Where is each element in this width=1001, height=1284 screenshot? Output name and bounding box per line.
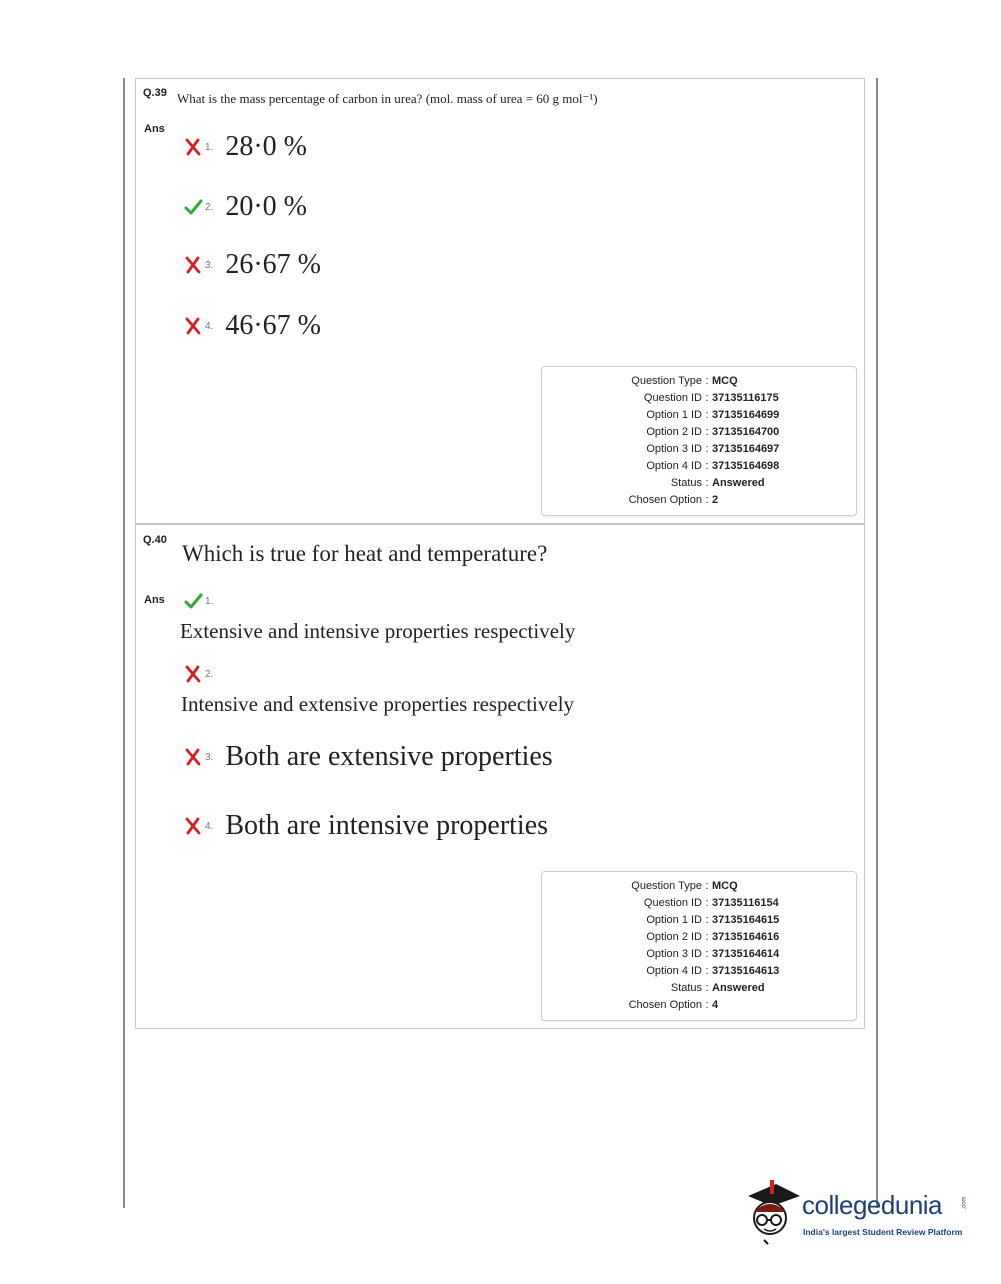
meta-separator: :	[705, 931, 709, 943]
option-number: 3.	[205, 751, 214, 763]
meta-separator: :	[705, 392, 709, 404]
meta-value: 37135116175	[712, 392, 779, 404]
cross-icon	[183, 747, 203, 767]
option-4	[183, 310, 321, 342]
meta-separator: :	[705, 914, 709, 926]
meta-separator: :	[705, 426, 709, 438]
meta-separator: :	[705, 477, 709, 489]
option-text: Intensive and extensive properties respectively	[181, 692, 575, 716]
meta-value: MCQ	[712, 880, 738, 892]
option-3	[183, 249, 321, 281]
option-number: 1.	[205, 141, 214, 153]
option-3	[183, 741, 553, 773]
answer-label: Ans	[144, 594, 165, 606]
meta-key: Question Type	[631, 880, 702, 892]
meta-row	[542, 492, 856, 509]
option-text: 20·0 %	[225, 191, 307, 222]
option-number: 3.	[205, 259, 214, 271]
meta-row	[542, 441, 856, 458]
cross-icon	[183, 316, 203, 336]
meta-value: 37135164698	[712, 460, 780, 472]
option-number: 1.	[205, 595, 214, 607]
meta-separator: :	[705, 982, 709, 994]
meta-separator: :	[705, 443, 709, 455]
option-text: 46·67 %	[225, 310, 321, 341]
meta-separator: :	[705, 460, 709, 472]
question-card-39	[135, 78, 865, 524]
meta-key: Option 2 ID	[646, 931, 702, 943]
meta-key: Option 1 ID	[646, 409, 702, 421]
meta-row	[542, 912, 856, 929]
meta-value: 37135164697	[712, 443, 780, 455]
option-number: 4.	[205, 820, 214, 832]
cross-icon	[183, 664, 203, 684]
meta-row	[542, 895, 856, 912]
meta-row	[542, 997, 856, 1014]
meta-value: 37135164699	[712, 409, 780, 421]
check-icon	[183, 591, 203, 611]
question-card-40	[135, 524, 865, 1029]
option-text: Extensive and intensive properties respectively	[180, 619, 576, 643]
logo-tagline: India's largest Student Review Platform	[803, 1227, 963, 1237]
meta-row	[542, 963, 856, 980]
meta-key: Question ID	[643, 392, 702, 404]
option-text: 26·67 %	[225, 249, 321, 280]
meta-key: Option 4 ID	[646, 965, 702, 977]
meta-separator: :	[705, 965, 709, 977]
meta-key: Question Type	[631, 375, 702, 387]
meta-value: 37135164615	[712, 914, 780, 926]
meta-row	[542, 458, 856, 475]
page-left-border	[123, 78, 125, 1208]
option-2	[183, 664, 574, 717]
page-right-border	[876, 78, 878, 1208]
question-number: Q.40	[143, 534, 167, 546]
meta-value: 4	[712, 999, 719, 1011]
meta-row	[542, 929, 856, 946]
meta-value: 2	[712, 494, 719, 506]
meta-separator: :	[705, 494, 709, 506]
option-text: Both are intensive properties	[225, 810, 549, 841]
question-text: Which is true for heat and temperature?	[182, 541, 548, 566]
option-1	[183, 131, 307, 163]
answer-label: Ans	[144, 123, 165, 135]
meta-value: 37135164616	[712, 931, 780, 943]
question-number: Q.39	[143, 87, 167, 99]
logo-wordmark: collegedunia	[802, 1190, 943, 1220]
option-number: 2.	[205, 201, 214, 213]
meta-row	[542, 424, 856, 441]
question-text: What is the mass percentage of carbon in urea? (mol. mass of urea = 60 g mol⁻¹)	[177, 91, 598, 106]
option-2	[183, 191, 307, 223]
meta-separator: :	[705, 375, 709, 387]
option-text: 28·0 %	[225, 131, 307, 162]
meta-row	[542, 980, 856, 997]
option-4	[183, 810, 548, 842]
cross-icon	[183, 255, 203, 275]
option-number: 4.	[205, 320, 214, 332]
meta-row	[542, 946, 856, 963]
logo-suffix: .com	[961, 1196, 968, 1210]
meta-key: Chosen Option	[628, 494, 702, 506]
mascot-icon	[740, 1176, 802, 1248]
meta-key: Question ID	[643, 897, 702, 909]
meta-separator: :	[705, 948, 709, 960]
meta-value: 37135164700	[712, 426, 780, 438]
meta-value: 37135164614	[712, 948, 780, 960]
option-1	[180, 591, 576, 644]
meta-value: Answered	[712, 477, 765, 489]
meta-value: Answered	[712, 982, 765, 994]
meta-separator: :	[705, 999, 709, 1011]
meta-key: Option 1 ID	[646, 914, 702, 926]
meta-separator: :	[705, 897, 709, 909]
meta-key: Option 4 ID	[646, 460, 702, 472]
meta-row	[542, 373, 856, 390]
meta-row	[542, 475, 856, 492]
meta-separator: :	[705, 409, 709, 421]
option-number: 2.	[205, 668, 214, 680]
meta-row	[542, 878, 856, 895]
check-icon	[183, 197, 203, 217]
cross-icon	[183, 137, 203, 157]
meta-value: 37135116154	[712, 897, 779, 909]
meta-key: Option 3 ID	[646, 443, 702, 455]
meta-key: Status	[670, 982, 702, 994]
question-metadata-panel	[541, 366, 857, 516]
meta-key: Option 2 ID	[646, 426, 702, 438]
meta-key: Option 3 ID	[646, 948, 702, 960]
question-metadata-panel	[541, 871, 857, 1021]
meta-value: MCQ	[712, 375, 738, 387]
meta-key: Status	[670, 477, 702, 489]
meta-row	[542, 390, 856, 407]
meta-value: 37135164613	[712, 965, 780, 977]
meta-separator: :	[705, 880, 709, 892]
collegedunia-logo	[740, 1176, 980, 1256]
option-text: Both are extensive properties	[225, 741, 553, 772]
meta-row	[542, 407, 856, 424]
meta-key: Chosen Option	[628, 999, 702, 1011]
cross-icon	[183, 816, 203, 836]
